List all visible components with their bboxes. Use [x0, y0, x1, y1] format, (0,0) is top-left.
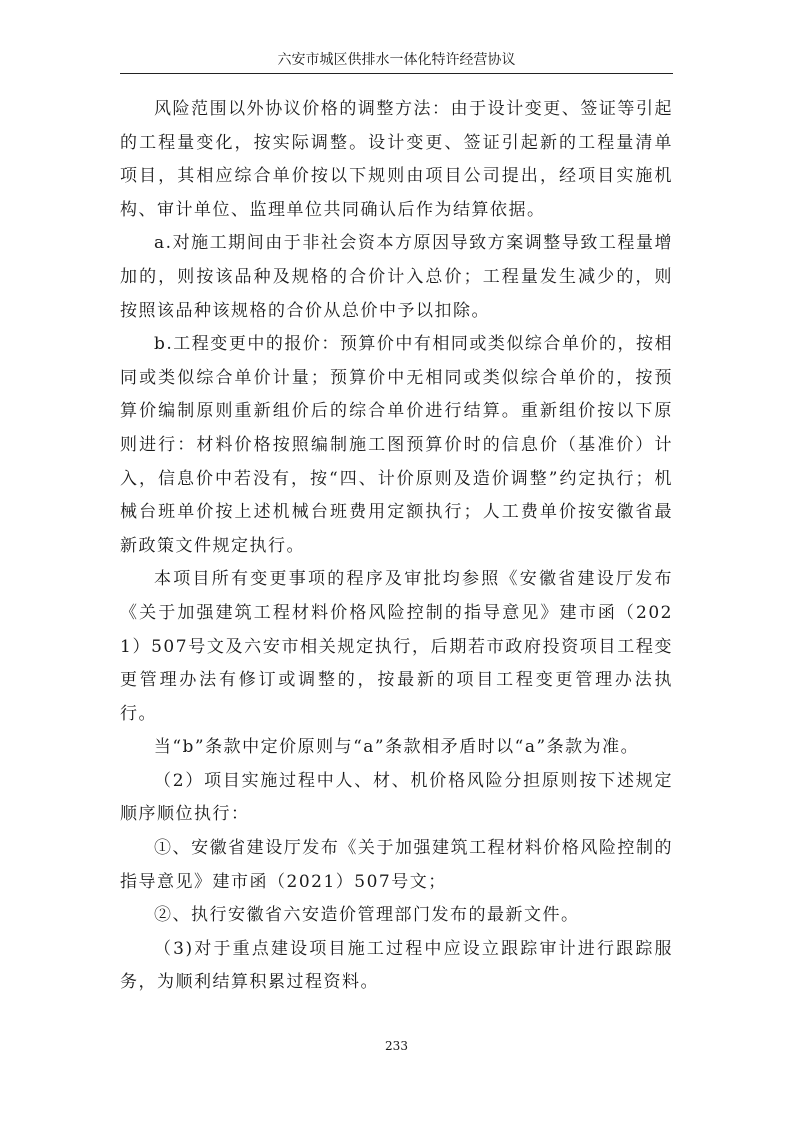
running-header-title: 六安市城区供排水一体化特许经营协议: [277, 52, 516, 68]
header-divider: [120, 73, 673, 74]
paragraph-approval-procedure: 本项目所有变更事项的程序及审批均参照《安徽省建设厅发布《关于加强建筑工程材料价格风险控制的指导意见》建市函（2021）507号文及六安市相关规定执行，后期若市政府投资项目工程变更管理办法有修订或调整的，按最新的项目工程变更管理办法执行。: [120, 569, 673, 724]
paragraph-clause-a: a.对施工期间由于非社会资本方原因导致方案调整导致工程量增加的，则按该品种及规格的合价计入总价；工程量发生减少的，则按照该品种该规格的合价从总价中予以扣除。: [120, 233, 673, 321]
paragraph-order-item-2: ②、执行安徽省六安造价管理部门发布的最新文件。: [154, 905, 580, 926]
page-number: 233: [385, 1039, 408, 1053]
paragraph-risk-sharing-order: （2）项目实施过程中人、材、机价格风险分担原则按下述规定顺序顺位执行：: [120, 770, 673, 825]
paragraph-tracking-audit: （3)对于重点建设项目施工过程中应设立跟踪审计进行跟踪服务，为顺利结算积累过程资料。: [120, 938, 673, 993]
paragraph-order-item-1: ①、安徽省建设厅发布《关于加强建筑工程材料价格风险控制的指导意见》建市函（2021）507号文；: [120, 838, 673, 892]
document-body: [120, 93, 673, 1000]
paragraph-clause-precedence: 当“b”条款中定价原则与“a”条款相矛盾时以“a”条款为准。: [153, 737, 640, 758]
paragraph-adjustment-method: 风险范围以外协议价格的调整方法：由于设计变更、签证等引起的工程量变化，按实际调整。设计变更、签证引起新的工程量清单项目，其相应综合单价按以下规则由项目公司提出，经项目实施机构、审计单位、监理单位共同确认后作为结算依据。: [120, 99, 673, 220]
paragraph-clause-b: b.工程变更中的报价：预算价中有相同或类似综合单价的，按相同或类似综合单价计量；预算价中无相同或类似综合单价的，按预算价编制原则重新组价后的综合单价进行结算。重新组价按以下原则进行：材料价格按照编制施工图预算价时的信息价（基准价）计入，信息价中若没有，按“四、计价原则及造价调整”约定执行；机械台班单价按上述机械台班费用定额执行；人工费单价按安徽省最新政策文件规定执行。: [120, 334, 673, 556]
